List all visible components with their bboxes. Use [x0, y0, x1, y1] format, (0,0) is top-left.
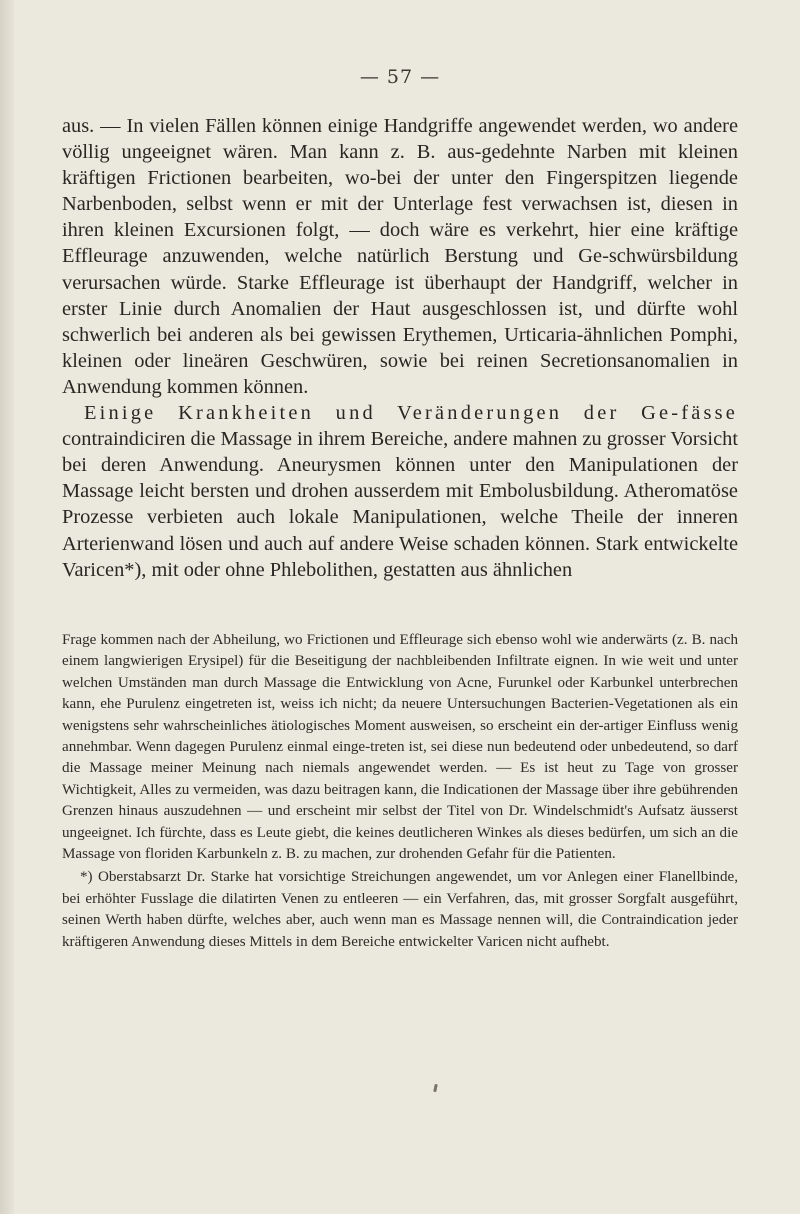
page-number: — 57 —	[359, 66, 441, 88]
page-gutter-shadow	[0, 0, 14, 1214]
footnotes	[62, 630, 738, 953]
paragraph-vessels	[62, 400, 738, 583]
ink-speck	[433, 1084, 438, 1092]
main-body-text	[62, 113, 738, 583]
spaced-heading-phrase: Einige Krankheiten und Veränderungen der Ge-fässe	[84, 402, 738, 425]
paragraph-continuation: aus. — In vielen Fällen können einige Handgriffe angewendet werden, wo andere völlig ungeeignet wären. Man kann z. B. aus-gedehnte Narben mit kleinen kräftigen Frictionen bearbeiten, wo-bei der unter den Fingerspitzen liegende Narbenboden, selbst wenn er mit der Unterlage fest verwachsen ist, diesen in ihren kleinen Excursionen folgt, — doch wäre es verkehrt, hier eine kräftige Effleurage anzuwenden, welche natürlich Berstung und Ge-schwürsbildung verursachen würde. Starke Effleurage ist überhaupt der Handgriff, welcher in erster Linie durch Anomalien der Haut ausgeschlossen ist, und dürfte wohl schwerlich bei anderen als bei gewissen Erythemen, Urticaria-ähnlichen Pomphi, kleinen oder lineären Geschwüren, sowie bei reinen Secretionsanomalien in Anwendung kommen können.	[62, 115, 738, 398]
footnote-continuation: Frage kommen nach der Abheilung, wo Frictionen und Effleurage sich ebenso wohl wie anderwärts (z. B. nach einem langwierigen Erysipel) für die Beseitigung der nachbleibenden Infiltrate eignen. In wie weit und unter welchen Umständen man durch Massage die Entwicklung von Acne, Furunkel oder Karbunkel unterbrechen kann, ehe Purulenz eingetreten ist, weiss ich nicht; da neuere Untersuchungen Bacterien-Vegetationen als ein wenigstens sehr wahrscheinliches ätiologisches Moment ausweisen, so erscheint ein der-artiger Einfluss wenig annehmbar. Wenn dagegen Purulenz einmal einge-treten ist, sei diese nun bedeutend oder unbedeutend, so darf die Massage meiner Meinung nach niemals angewendet werden. — Es ist heut zu Tage von grosser Wichtigkeit, Alles zu vermeiden, was dazu beitragen kann, die Indicationen der Massage über ihre gebührenden Grenzen hinaus auszudehnen — und erscheint mir selbst der Titel von Dr. Windelschmidt's Aufsatz äusserst ungeeignet. Ich fürchte, dass es Leute giebt, die keines deutlicheren Winkes als dieses bedürfen, um sich an die Massage von floriden Karbunkeln z. B. zu machen, zur drohenden Gefahr für die Patienten.	[62, 632, 738, 863]
footnote-star: *) Oberstabsarzt Dr. Starke hat vorsichtige Streichungen angewendet, um vor Anlegen einer Flanellbinde, bei erhöhter Fusslage die dilatirten Venen zu entleeren — ein Verfahren, das, mit grosser Sorgfalt ausgeführt, seinen Werth haben dürfte, welches aber, auch wenn man es Massage nennen will, die Contraindication jeder kräftigeren Anwendung dieses Mittels in dem Bereiche entwickelter Varicen nicht aufhebt.	[62, 869, 738, 950]
paragraph-vessels-text: contraindiciren die Massage in ihrem Bereiche, andere mahnen zu grosser Vorsicht bei deren Anwendung. Aneurysmen können unter den Manipulationen der Massage leicht bersten und drohen ausserdem mit Embolusbildung. Atheromatöse Prozesse verbieten auch lokale Manipulationen, welche Theile der inneren Arterienwand lösen und auch auf andere Weise schaden können. Stark entwickelte Varicen*), mit oder ohne Phlebolithen, gestatten aus ähnlichen	[62, 428, 738, 581]
